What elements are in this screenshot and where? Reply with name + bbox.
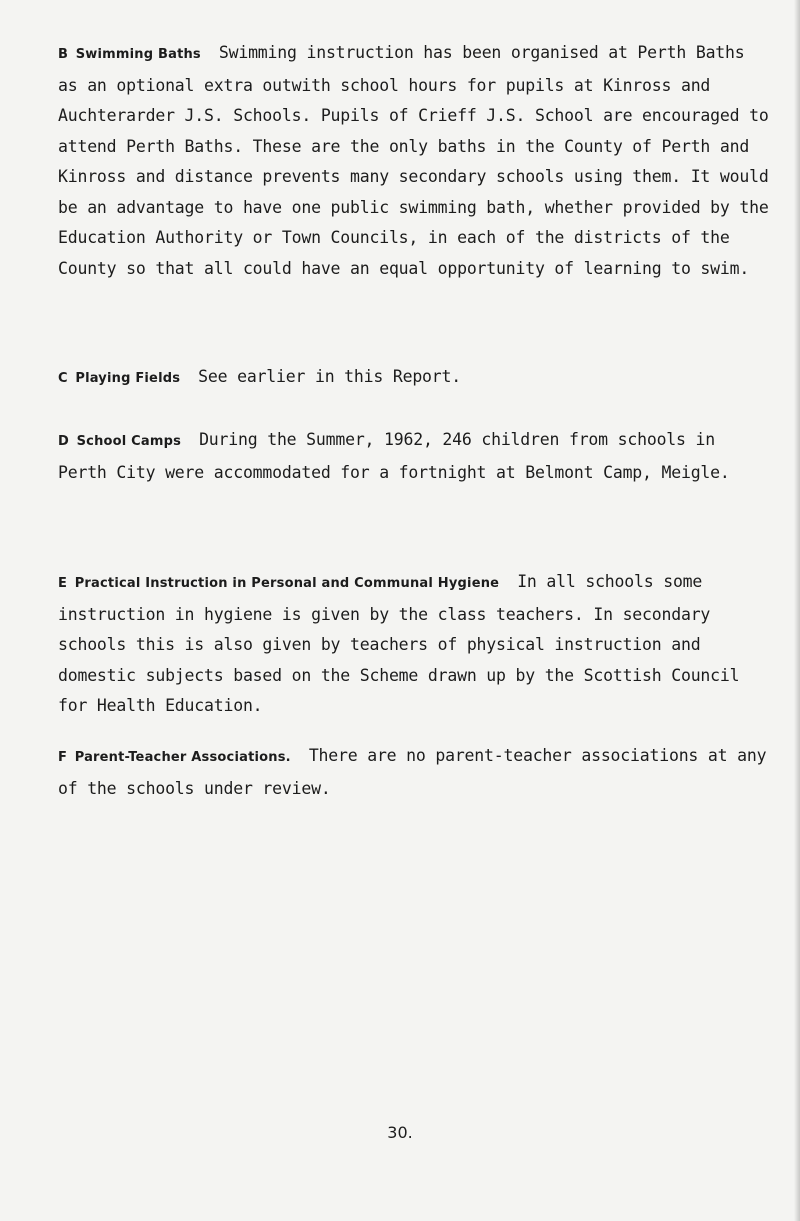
section-letter: F <box>58 750 67 765</box>
section-heading: Swimming Baths <box>75 47 201 62</box>
section-text: There are no parent-teacher associations at any of the schools under review. <box>58 746 767 798</box>
page-edge-shadow <box>794 0 800 1221</box>
section-heading: Practical Instruction in Personal and Communal Hygiene <box>74 576 500 591</box>
section-heading: Playing Fields <box>75 371 181 386</box>
page-number: 30. <box>387 1123 413 1142</box>
section-swimming-baths <box>58 38 770 284</box>
section-heading: School Camps <box>76 434 182 449</box>
section-hygiene-instruction <box>58 567 770 722</box>
section-playing-fields <box>58 362 770 395</box>
section-school-camps <box>58 425 770 488</box>
section-parent-teacher-associations <box>58 741 770 804</box>
section-text: See earlier in this Report. <box>198 367 461 386</box>
section-letter: D <box>58 434 69 449</box>
section-letter: E <box>58 576 67 591</box>
section-heading: Parent-Teacher Associations. <box>74 750 291 765</box>
section-text: In all schools some instruction in hygiene is given by the class teachers. In secondary schools this is also given by teachers of physical instruction and domestic subjects based on the Scheme drawn up by the Scottish Council for Health Education. <box>58 572 740 715</box>
section-text: Swimming instruction has been organised at Perth Baths as an optional extra outwith school hours for pupils at Kinross and Auchterarder J.S. Schools. Pupils of Crieff J.S. School are encouraged to attend Perth Baths. These are the only baths in the County of Perth and Kinross and distance prevents many secondary schools using them. It would be an advantage to have one public swimming bath, whether provided by the Education Authority or Town Councils, in each of the districts of the County so that all could have an equal opportunity of learning to swim. <box>58 43 769 278</box>
section-letter: B <box>58 47 68 62</box>
section-letter: C <box>58 371 68 386</box>
section-text: During the Summer, 1962, 246 children from schools in Perth City were accommodated for a fortnight at Belmont Camp, Meigle. <box>58 430 730 482</box>
